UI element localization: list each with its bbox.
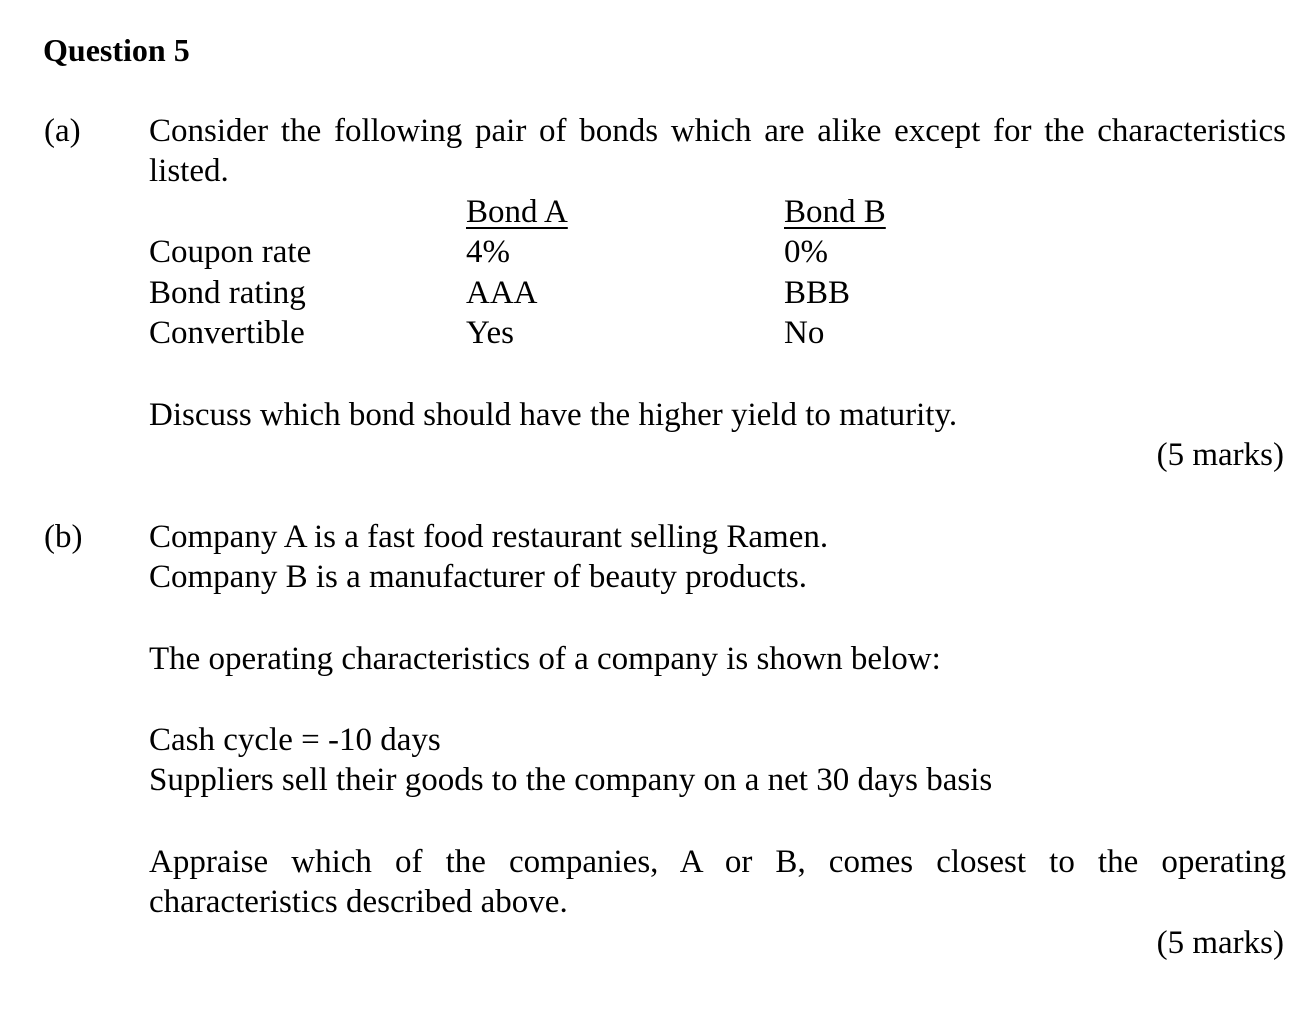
bond-a-header: Bond A — [466, 194, 568, 230]
coupon-rate-label: Coupon rate — [149, 234, 312, 270]
bond-rating-label: Bond rating — [149, 275, 306, 311]
part-a-marks: (5 marks) — [1156, 437, 1284, 473]
company-b-description: Company B is a manufacturer of beauty products. — [149, 559, 807, 595]
bond-a-coupon-rate: 4% — [466, 234, 510, 270]
part-a-label: (a) — [44, 113, 81, 149]
bond-b-header: Bond B — [784, 194, 886, 230]
part-a-intro-line-1: Consider the following pair of bonds which are alike except for the characteristics — [149, 113, 1286, 149]
part-a-prompt: Discuss which bond should have the higher yield to maturity. — [149, 397, 958, 433]
part-a-intro-line-2: listed. — [149, 153, 229, 189]
part-b-prompt-line-2: characteristics described above. — [149, 884, 568, 920]
operating-characteristics-intro: The operating characteristics of a company is shown below: — [149, 641, 941, 677]
bond-b-coupon-rate: 0% — [784, 234, 828, 270]
convertible-label: Convertible — [149, 315, 305, 351]
bond-a-convertible: Yes — [466, 315, 515, 351]
question-title: Question 5 — [43, 32, 190, 68]
bond-b-convertible: No — [784, 315, 825, 351]
cash-cycle-text: Cash cycle = -10 days — [149, 722, 441, 758]
company-a-description: Company A is a fast food restaurant selling Ramen. — [149, 519, 829, 555]
bond-b-rating: BBB — [784, 275, 851, 311]
supplier-terms-text: Suppliers sell their goods to the company on a net 30 days basis — [149, 762, 993, 798]
part-b-marks: (5 marks) — [1156, 925, 1284, 961]
bond-a-rating: AAA — [466, 275, 538, 311]
part-b-prompt-line-1: Appraise which of the companies, A or B, comes closest to the operating — [149, 844, 1286, 880]
part-b-label: (b) — [44, 519, 83, 555]
